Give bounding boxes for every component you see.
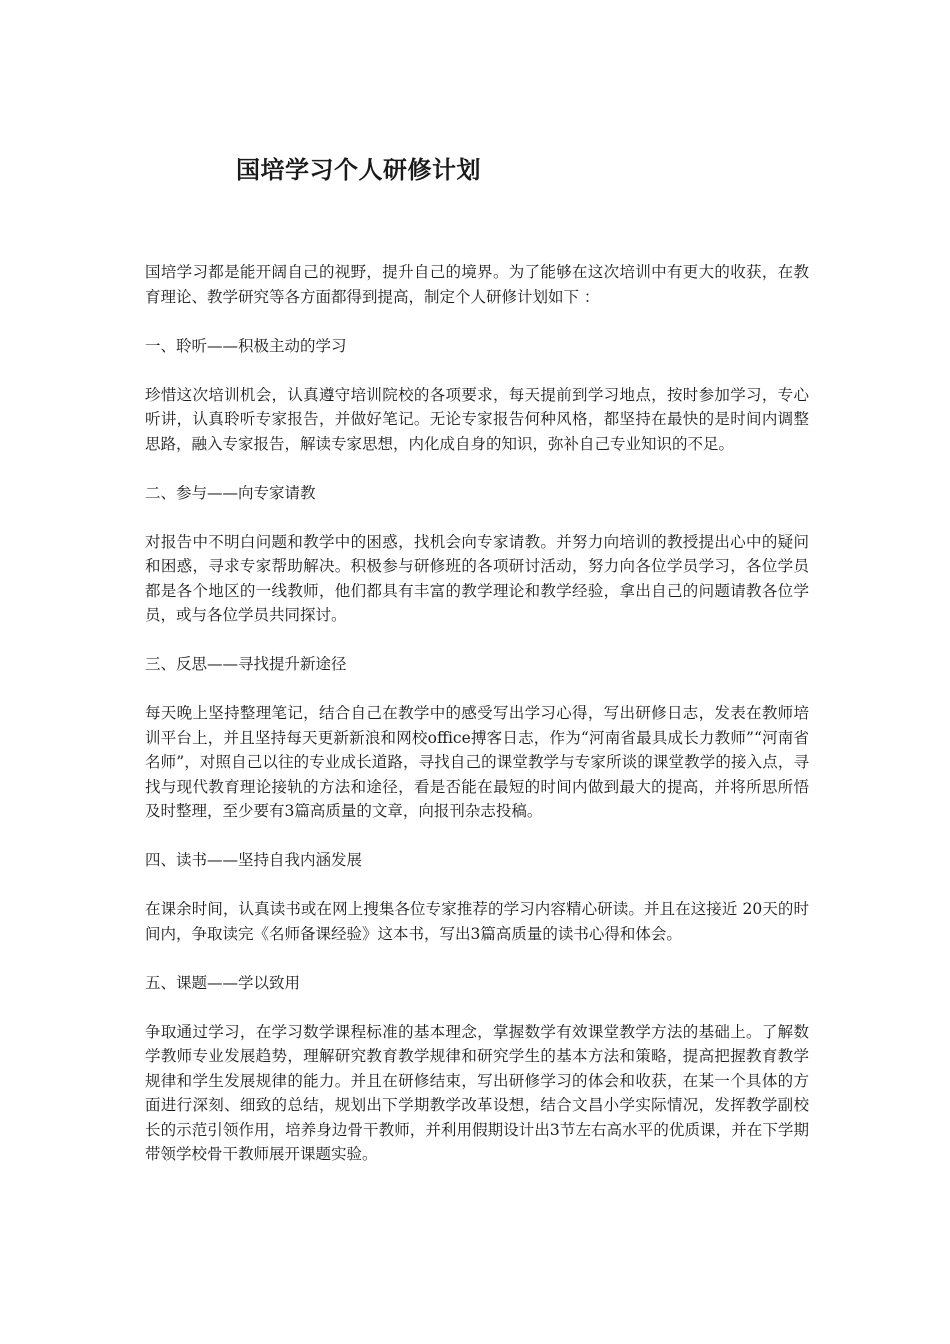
section-heading-4: 四、读书——坚持自我内涵发展 xyxy=(145,851,363,869)
section-heading-2: 二、参与——向专家请教 xyxy=(145,483,316,502)
section-body-2: 对报告中不明白问题和教学中的困惑，找机会向专家请教。并努力向培训的教授提出心中的疑问和困惑，寻求专家帮助解决。积极参与研修班的各项研讨活动，努力向各位学员学习，各位学员都是各个地区的一线教师，他们都具有丰富的教学理论和教学经验，拿出自己的问题请教各位学员，或与各位学员共同探讨。 xyxy=(145,532,809,624)
section-heading-1: 一、聆听——积极主动的学习 xyxy=(145,336,347,355)
intro-paragraph: 国培学习都是能开阔自己的视野，提升自己的境界。为了能够在这次培训中有更大的收获，在教育理论、教学研究等各方面都得到提高，制定个人研修计划如下 ： xyxy=(145,263,809,306)
section-body-4: 在课余时间，认真读书或在网上搜集各位专家推荐的学习内容精心研读。并且在这接近 20天的时间内，争取读完《名师备课经验》这本书，写出3篇高质量的读书心得和体会。 xyxy=(145,900,809,943)
section-body-5: 争取通过学习，在学习数学课程标准的基本理念，掌握数学有效课堂教学方法的基础上。了解数学教师专业发展趋势，理解研究教育教学规律和研究学生的基本方法和策略，提高把握教育教学规律和学生发展规律的能力。并且在研修结束，写出研修学习的体会和收获，在某一个具体的方面进行深刻、细致的总结，规划出下学期教学改革设想，结合文昌小学实际情况，发挥教学副校长的示范引领作用，培养身边骨干教师，并利用假期设计出3节左右高水平的优质课，并在下学期带领学校骨干教师展开课题实验。 xyxy=(145,1022,809,1163)
section-heading-5: 五、课题——学以致用 xyxy=(145,973,301,992)
document-body xyxy=(145,260,809,1167)
section-heading-3: 三、反思——寻找提升新途径 xyxy=(145,655,347,673)
section-body-3: 每天晚上坚持整理笔记，结合自己在教学中的感受写出学习心得，写出研修日志，发表在教师培训平台上，并且坚持每天更新新浪和网校office搏客日志，作为“河南省最具成长力教师”“河南省名师”，对照自己以往的专业成长道路，寻找自己的课堂教学与专家所谈的课堂教学的接入点，寻找与现代教育理论接轨的方法和途径，看是否能在最短的时间内做到最大的提高，并将所思所悟及时整理，至少要有3篇高质量的文章，向报刊杂志投稿。 xyxy=(145,704,809,820)
document-title: 国培学习个人研修计划 xyxy=(236,156,481,184)
section-body-1: 珍惜这次培训机会，认真遵守培训院校的各项要求，每天提前到学习地点，按时参加学习，专心听讲，认真聆听专家报告，并做好笔记。无论专家报告何种风格，都坚持在最快的是时间内调整思路，融入专家报告，解读专家思想，内化成自身的知识，弥补自己专业知识的不足。 xyxy=(145,385,809,453)
